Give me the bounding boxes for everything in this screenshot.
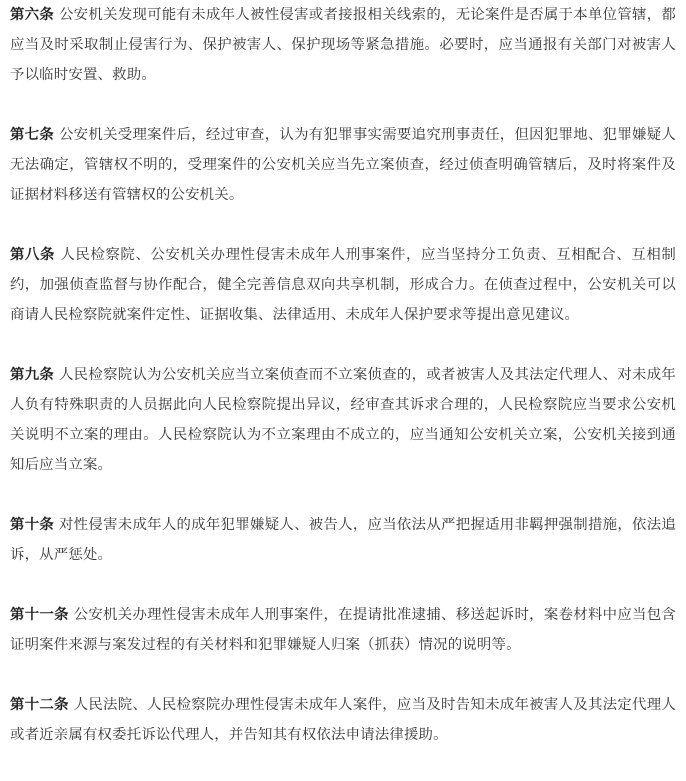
article-8	[10, 240, 676, 330]
article-text: 人民法院、人民检察院办理性侵害未成年人案件，应当及时告知未成年被害人及其法定代理人或者近亲属有权委托诉讼代理人，并告知其有权依法申请法律援助。	[10, 697, 677, 743]
article-label: 第七条	[10, 127, 55, 143]
article-label: 第十二条	[10, 697, 69, 713]
article-6	[10, 0, 676, 90]
article-label: 第九条	[10, 367, 55, 383]
article-label: 第十一条	[10, 607, 69, 623]
article-11	[10, 600, 676, 660]
article-text: 公安机关受理案件后，经过审查，认为有犯罪事实需要追究刑事责任，但因犯罪地、犯罪嫌疑人无法确定，管辖权不明的，受理案件的公安机关应当先立案侦查，经过侦查明确管辖后，及时将案件及证据材料移送有管辖权的公安机关。	[10, 127, 677, 203]
article-text: 公安机关办理性侵害未成年人刑事案件，在提请批准逮捕、移送起诉时，案卷材料中应当包含证明案件来源与案发过程的有关材料和犯罪嫌疑人归案（抓获）情况的说明等。	[10, 607, 677, 653]
article-10	[10, 510, 676, 570]
article-text: 人民检察院认为公安机关应当立案侦查而不立案侦查的，或者被害人及其法定代理人、对未成年人负有特殊职责的人员据此向人民检察院提出异议，经审查其诉求合理的，人民检察院应当要求公安机关说明不立案的理由。人民检察院认为不立案理由不成立的，应当通知公安机关立案，公安机关接到通知后应当立案。	[10, 367, 677, 473]
article-12	[10, 690, 676, 750]
article-label: 第十条	[10, 517, 55, 533]
article-label: 第六条	[10, 7, 55, 23]
article-text: 对性侵害未成年人的成年犯罪嫌疑人、被告人，应当依法从严把握适用非羁押强制措施，依法追诉，从严惩处。	[10, 517, 677, 563]
article-9	[10, 360, 676, 480]
article-text: 人民检察院、公安机关办理性侵害未成年人刑事案件，应当坚持分工负责、互相配合、互相制约，加强侦查监督与协作配合，健全完善信息双向共享机制，形成合力。在侦查过程中，公安机关可以商请人民检察院就案件定性、证据收集、法律适用、未成年人保护要求等提出意见建议。	[10, 247, 677, 323]
article-label: 第八条	[10, 247, 56, 263]
article-text: 公安机关发现可能有未成年人被性侵害或者接报相关线索的，无论案件是否属于本单位管辖，都应当及时采取制止侵害行为、保护被害人、保护现场等紧急措施。必要时，应当通报有关部门对被害人予以临时安置、救助。	[10, 7, 677, 83]
article-7	[10, 120, 676, 210]
